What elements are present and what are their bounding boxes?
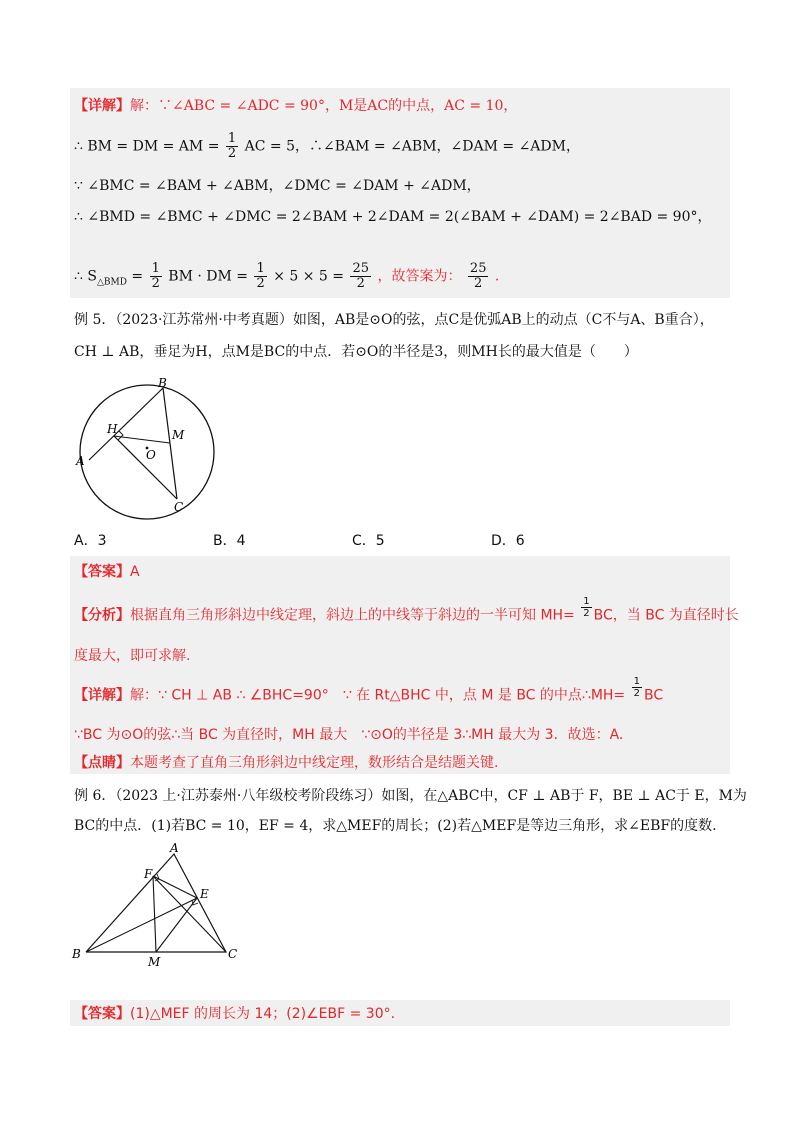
detail-tag: 【详解】 (74, 687, 130, 704)
comment-text: 本题考查了直角三角形斜边中线定理，数形结合是结题关键. (130, 755, 499, 771)
solution-text: ∴ BM = DM = AM = (74, 138, 220, 155)
answer-tag: 【答案】 (74, 1006, 130, 1022)
analysis-tag: 【分析】 (74, 607, 130, 624)
solution-text: . (494, 268, 500, 285)
example6-answer (74, 1004, 395, 1024)
label-a: A (76, 454, 85, 468)
example5-answer (74, 562, 140, 582)
fraction: $\frac{1}{2}$ (227, 131, 237, 161)
solution-text: = (131, 268, 144, 285)
label-o: O (146, 448, 156, 462)
label-e: E (200, 887, 209, 901)
example5-detail-line-2 (74, 725, 623, 745)
label-b: B (158, 376, 167, 390)
solution-text: BM · DM = (168, 268, 249, 285)
solution-line-1 (74, 96, 517, 116)
example6-line-1 (74, 786, 747, 806)
option-b: B．4 (213, 533, 246, 549)
detail-tag: 【详解】 (74, 98, 130, 114)
label-c: C (228, 947, 238, 961)
example5-analysis (74, 596, 739, 627)
fraction: $\frac{1}{2}$ (583, 596, 590, 619)
option-d: D．6 (491, 533, 525, 549)
solution-text: ∴ ∠BMD = ∠BMC + ∠DMC = 2∠BAM + 2∠DAM = 2(∠BAM + ∠DAM) = 2∠BAD = 90°， (74, 209, 712, 225)
solution-line-5 (74, 262, 499, 292)
fraction: $\frac{1}{2}$ (256, 261, 265, 291)
label-a: A (170, 841, 179, 855)
analysis-text: 度最大，即可求解. (74, 648, 191, 664)
subscript: △BMD (96, 277, 127, 288)
circle-figure (70, 375, 220, 525)
label-c: C (174, 500, 184, 514)
analysis-text: BC，当 BC 为直径时长 (593, 607, 739, 624)
example5-line-2 (74, 342, 638, 362)
example5-detail (74, 676, 664, 707)
fraction: $\frac{25}{2}$ (352, 261, 370, 291)
analysis-text: 根据直角三角形斜边中线定理，斜边上的中线等于斜边的一半可知 MH= (130, 607, 575, 624)
segment-em (156, 898, 197, 952)
label-b: B (72, 947, 81, 961)
solution-line-3 (74, 176, 481, 196)
option-a: A．3 (74, 533, 107, 549)
solution-text: AC = 5，∴∠BAM = ∠ABM，∠DAM = ∠ADM， (244, 138, 580, 155)
label-m: M (172, 428, 185, 442)
triangle-abc (86, 854, 226, 952)
right-angle-mark (118, 431, 123, 440)
solution-text: × 5 × 5 = (273, 268, 345, 285)
detail-text: 解：∵ CH ⊥ AB ∴ ∠BHC=90° ∵ 在 Rt△BHC 中，点 M 是 BC 的中点∴MH= (130, 687, 626, 704)
triangle-figure (66, 840, 246, 970)
example5-comment (74, 753, 498, 773)
solution-line-4 (74, 207, 712, 227)
detail-text: BC (643, 687, 664, 704)
solution-text: ，故答案为： (377, 268, 462, 285)
example5-line-1 (74, 310, 714, 330)
question-text: BC的中点．(1)若BC = 10，EF = 4，求△MEF的周长；(2)若△MEF是等边三角形，求∠EBF的度数. (74, 818, 717, 834)
label-f: F (144, 867, 153, 881)
fraction: $\frac{1}{2}$ (151, 261, 160, 291)
segment-hm (114, 436, 170, 443)
comment-tag: 【点睛】 (74, 755, 130, 771)
label-m: M (148, 955, 161, 969)
solution-text: ∵ ∠BMC = ∠BAM + ∠ABM，∠DMC = ∠DAM + ∠ADM， (74, 178, 481, 194)
fraction: $\frac{1}{2}$ (633, 676, 640, 699)
question-text: 例 5．（2023·江苏常州·中考真题）如图，AB是⊙O的弦，点C是优弧AB上的动点（C不与A、B重合）， (74, 312, 714, 328)
answer-text: (1)△MEF 的周长为 14；(2)∠EBF = 30°. (130, 1006, 396, 1022)
segment-be (86, 898, 197, 952)
solution-line-2 (74, 132, 580, 161)
fraction: $\frac{25}{2}$ (469, 261, 487, 291)
example5-analysis-line-2 (74, 646, 190, 666)
answer-tag: 【答案】 (74, 564, 130, 580)
option-c: C．5 (352, 533, 385, 549)
question-text: 例 6．（2023 上·江苏泰州·八年级校考阶段练习）如图，在△ABC中，CF ⊥ AB于 F，BE ⊥ AC于 E，M为 (74, 788, 747, 804)
example6-line-2 (74, 816, 717, 836)
solution-text: ∴ S (74, 268, 97, 285)
segment-fm (153, 876, 156, 952)
answer-text: A (130, 564, 140, 580)
chord-bc (163, 388, 177, 499)
solution-text: 解：∵∠ABC = ∠ADC = 90°，M是AC的中点，AC = 10， (130, 98, 518, 114)
segment-ch (114, 436, 177, 499)
segment-fe (153, 876, 197, 898)
detail-text: ∵BC 为⊙O的弦∴当 BC 为直径时，MH 最大 ∵⊙O的半径是 3∴MH 最大为 3．故选：A. (74, 727, 624, 743)
label-h: H (107, 422, 118, 436)
question-text: CH ⊥ AB，垂足为H，点M是BC的中点．若⊙O的半径是3，则MH长的最大值是（ ） (74, 344, 638, 360)
